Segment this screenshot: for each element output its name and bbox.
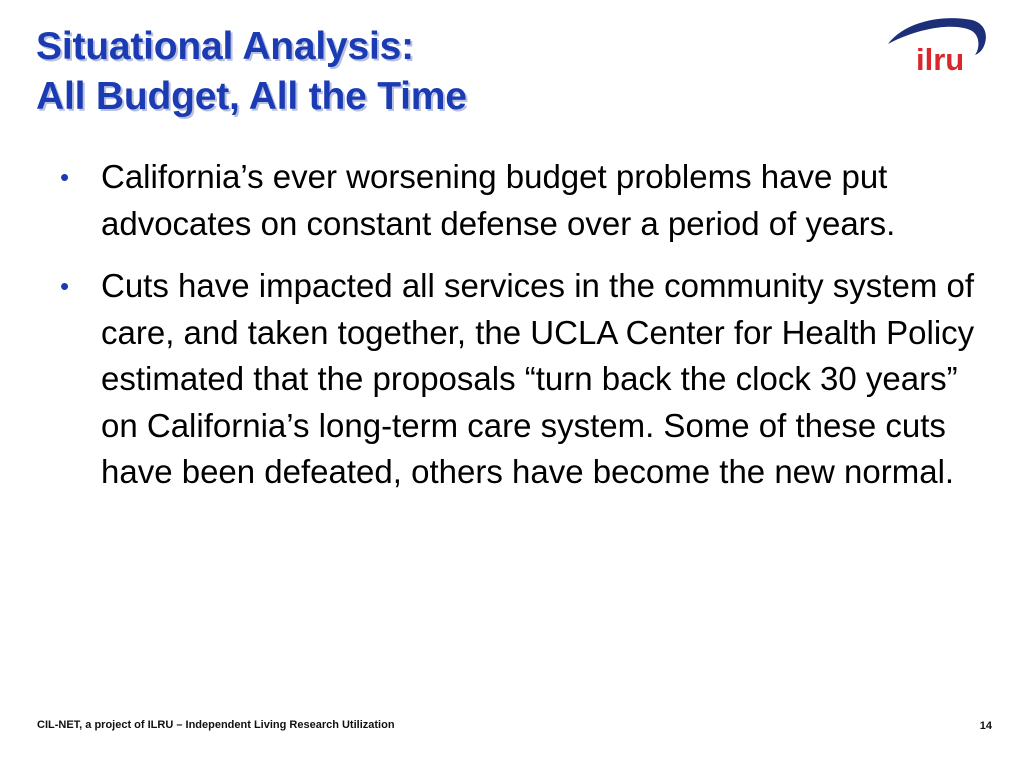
bullet-item (60, 263, 995, 496)
bullet-text: California’s ever worsening budget problems have put advocates on constant defense over a period of years. (101, 158, 896, 242)
ilru-logo (880, 14, 992, 78)
slide-title (36, 22, 467, 122)
bullet-item (60, 154, 995, 247)
bullet-list (60, 154, 995, 496)
bullet-icon: • (60, 162, 70, 192)
logo-wordmark: ilru (916, 42, 965, 77)
footer-credit: CIL-NET, a project of ILRU – Independent Living Research Utilization (37, 719, 395, 731)
page-number: 14 (979, 720, 992, 732)
title-line-2: All Budget, All the Time (36, 75, 467, 118)
bullet-text: Cuts have impacted all services in the community system of care, and taken together, the UCLA Center for Health Policy estimated that the proposals “turn back the clock 30 years” on California’s long-term care system. Some of these cuts have been defeated, others have become the new normal. (101, 267, 975, 490)
title-line-1: Situational Analysis: (36, 25, 414, 68)
bullet-icon: • (60, 271, 70, 301)
